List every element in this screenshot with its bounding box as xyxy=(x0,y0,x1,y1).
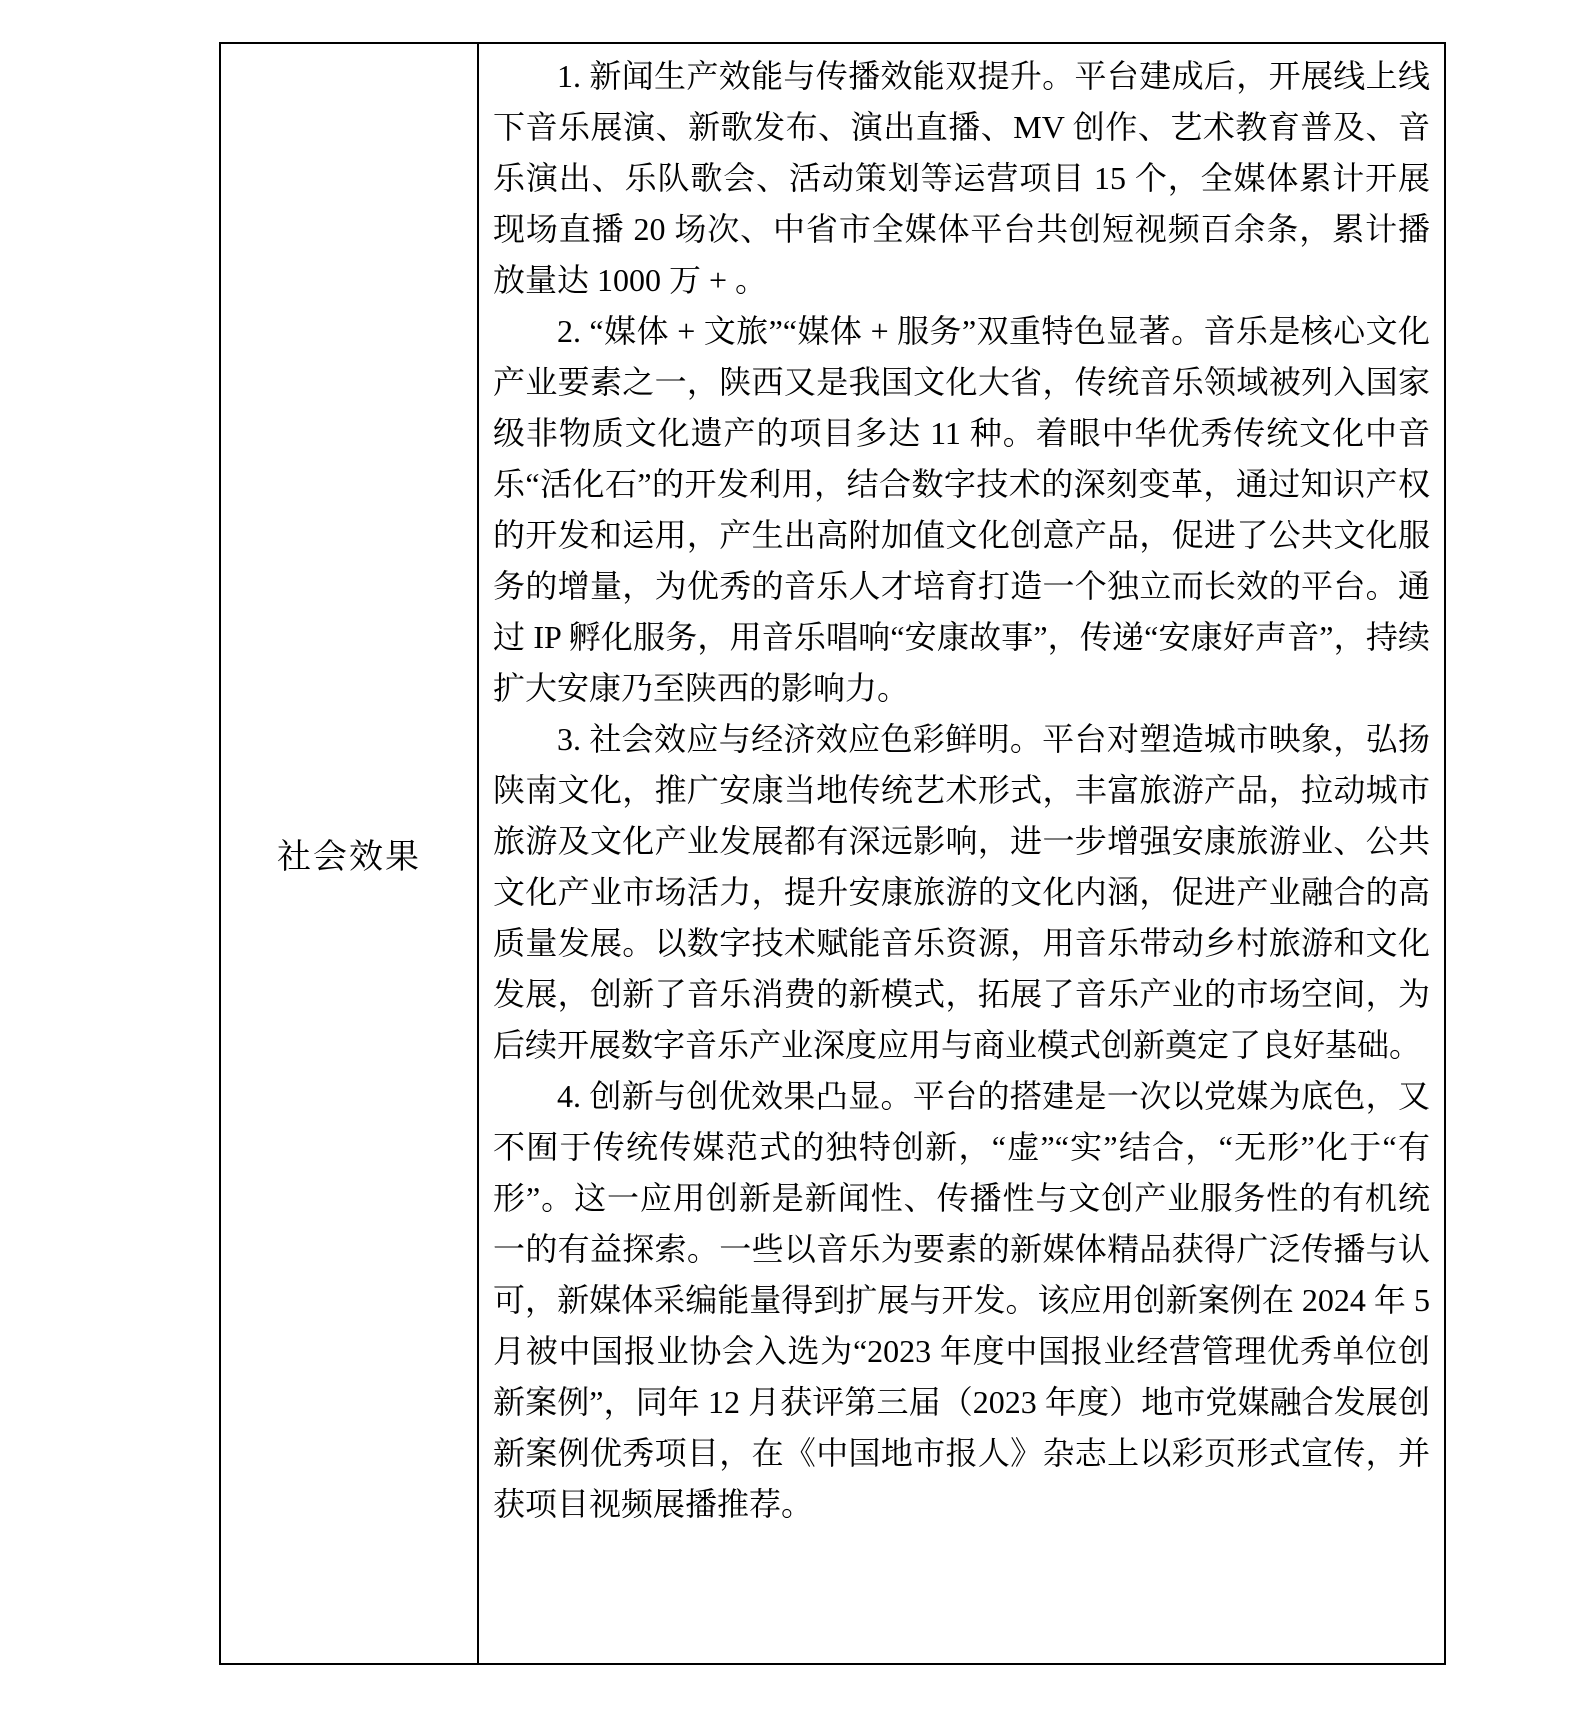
row-header-cell xyxy=(221,44,479,1663)
paragraph: 4. 创新与创优效果凸显。平台的搭建是一次以党媒为底色，又不囿于传统传媒范式的独特创新，“虚”“实”结合，“无形”化于“有形”。这一应用创新是新闻性、传播性与文创产业服务性的有机统一的有益探索。一些以音乐为要素的新媒体精品获得广泛传播与认可，新媒体采编能量得到扩展与开发。该应用创新案例在 2024 年 5 月被中国报业协会入选为“2023 年度中国报业经营管理优秀单位创新案例”，同年 12 月获评第三届（2023 年度）地市党媒融合发展创新案例优秀项目，在《中国地市报人》杂志上以彩页形式宣传，并获项目视频展播推荐。 xyxy=(493,1078,1430,1522)
row-content-cell xyxy=(479,44,1444,1663)
paragraph: 2. “媒体 + 文旅”“媒体 + 服务”双重特色显著。音乐是核心文化产业要素之一，陕西又是我国文化大省，传统音乐领域被列入国家级非物质文化遗产的项目多达 11 种。着眼中华优秀传统文化中音乐“活化石”的开发利用，结合数字技术的深刻变革，通过知识产权的开发和运用，产生出高附加值文化创意产品，促进了公共文化服务的增量，为优秀的音乐人才培育打造一个独立而长效的平台。通过 IP 孵化服务，用音乐唱响“安康故事”，传递“安康好声音”，持续扩大安康乃至陕西的影响力。 xyxy=(493,313,1430,706)
paragraph: 1. 新闻生产效能与传播效能双提升。平台建成后，开展线上线下音乐展演、新歌发布、演出直播、MV 创作、艺术教育普及、音乐演出、乐队歌会、活动策划等运营项目 15 个，全媒体累计开展现场直播 20 场次、中省市全媒体平台共创短视频百余条，累计播放量达 1000 万 + 。 xyxy=(493,58,1430,298)
effects-table xyxy=(219,42,1446,1665)
paragraph: 3. 社会效应与经济效应色彩鲜明。平台对塑造城市映象，弘扬陕南文化，推广安康当地传统艺术形式，丰富旅游产品，拉动城市旅游及文化产业发展都有深远影响，进一步增强安康旅游业、公共文化产业市场活力，提升安康旅游的文化内涵，促进产业融合的高质量发展。以数字技术赋能音乐资源，用音乐带动乡村旅游和文化发展，创新了音乐消费的新模式，拓展了音乐产业的市场空间，为后续开展数字音乐产业深度应用与商业模式创新奠定了良好基础。 xyxy=(493,721,1430,1063)
row-header-label: 社会效果 xyxy=(277,839,421,876)
